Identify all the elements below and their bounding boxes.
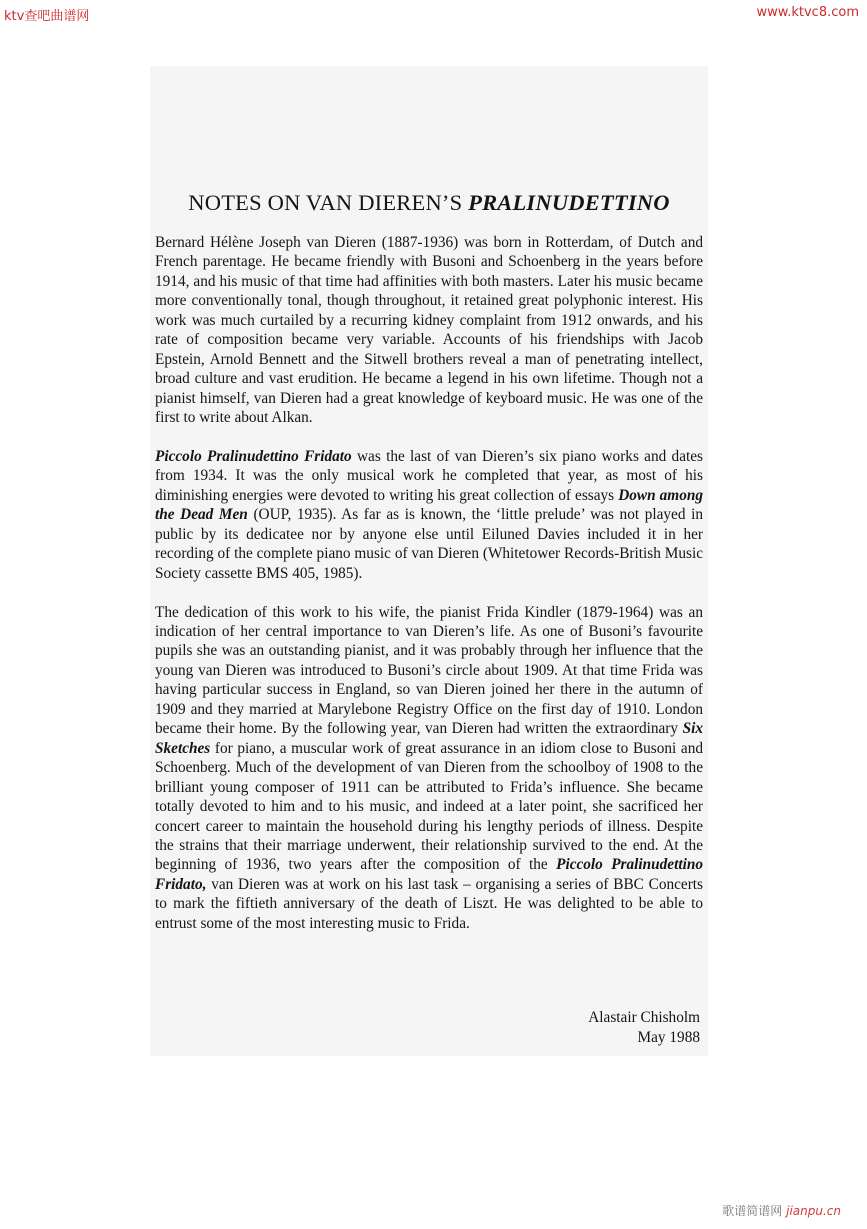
six-sketches-title: Six Sketches [155,720,703,757]
watermark-top-right: www.ktvc8.com [756,5,859,20]
signature-date: May 1988 [637,1028,700,1046]
watermark-site: jianpu.cn [786,1204,841,1218]
book-title: Down among the Dead Men [155,486,703,524]
watermark-bottom-right [722,1202,841,1219]
page-title [155,190,703,216]
paragraph-1: Bernard Hélène Joseph van Dieren (1887-1936) was born in Rotterdam, of Dutch and French parentage. He became friendly with Busoni and Schoenberg in the years before 1914, and his music of that time had affinities with both masters. Later his music became more conventionally tonal, though throughout, it retained great polyphonic interest. His work was much curtailed by a recurring kidney complaint from 1912 onwards, and his rate of composition became very variable. Accounts of his friendships with Jacob Epstein, Arnold Bennett and the Sitwell brothers reveal a man of penetrating intellect, broad culture and vast erudition. He became a legend in his own lifetime. Though not a pianist himself, van Dieren had a great knowledge of keyboard music. He was one of the first to write about Alkan. [155,234,703,427]
title-work: PRALINUDETTINO [468,190,670,215]
signature-name: Alastair Chisholm [588,1009,700,1026]
paragraph-2 [155,447,703,583]
notes-body [155,233,703,953]
p2-text-a: was the last of van Dieren’s six piano works and dates from 1934. It was the only musical work he completed that year, as most of his diminishing energies were devoted to writing his great collection of essays [155,447,703,504]
work-title: Piccolo Pralinudettino Fridato [155,447,352,465]
p3-text-b: for piano, a muscular work of great assurance in an idiom close to Busoni and Schoenberg. Much of the development of van Dieren from the schoolboy of 1908 to the brilliant young composer of 1911 can be attributed to Frida’s influence. She became totally devoted to him and to his music, and indeed at a later point, she sacrificed her concert career to maintain the household during his lengthy periods of illness. Despite the strains that their marriage underwent, their relationship survived to the end. At the beginning of 1936, two years after the composition of the [155,739,703,874]
title-prefix: NOTES ON VAN DIEREN’S [188,190,469,215]
watermark-label: 歌谱简谱网 [722,1204,783,1218]
p3-text-c: van Dieren was at work on his last task – organising a series of BBC Concerts to mark the fiftieth anniversary of the death of Liszt. He was delighted to be able to entrust some of the most interesting music to Frida. [155,875,703,932]
p2-text-b: (OUP, 1935). As far as is known, the ‘little prelude’ was not played in public by its dedicatee nor by anyone else until Eiluned Davies included it in her recording of the complete piano music of van Dieren (Whitetower Records-British Music Society cassette BMS 405, 1985). [155,506,704,582]
signature [588,1008,700,1047]
watermark-top-left: ktv查吧曲谱网 [4,9,90,24]
p3-text-a: The dedication of this work to his wife, the pianist Frida Kindler (1879-1964) was an indication of her central importance to van Dieren’s life. As one of Busoni’s favourite pupils she was an outstanding pianist, and it was probably through her influence that the young van Dieren was introduced to Busoni’s circle about 1909. At that time Frida was having particular success in England, so van Dieren joined her there in the autumn of 1909 and they married at Marylebone Registry Office on the first day of 1910. London became their home. By the following year, van Dieren had written the extraordinary [155,603,703,738]
paragraph-3 [155,603,703,934]
work-title-2: Piccolo Pralinudettino Fridato, [155,856,703,893]
